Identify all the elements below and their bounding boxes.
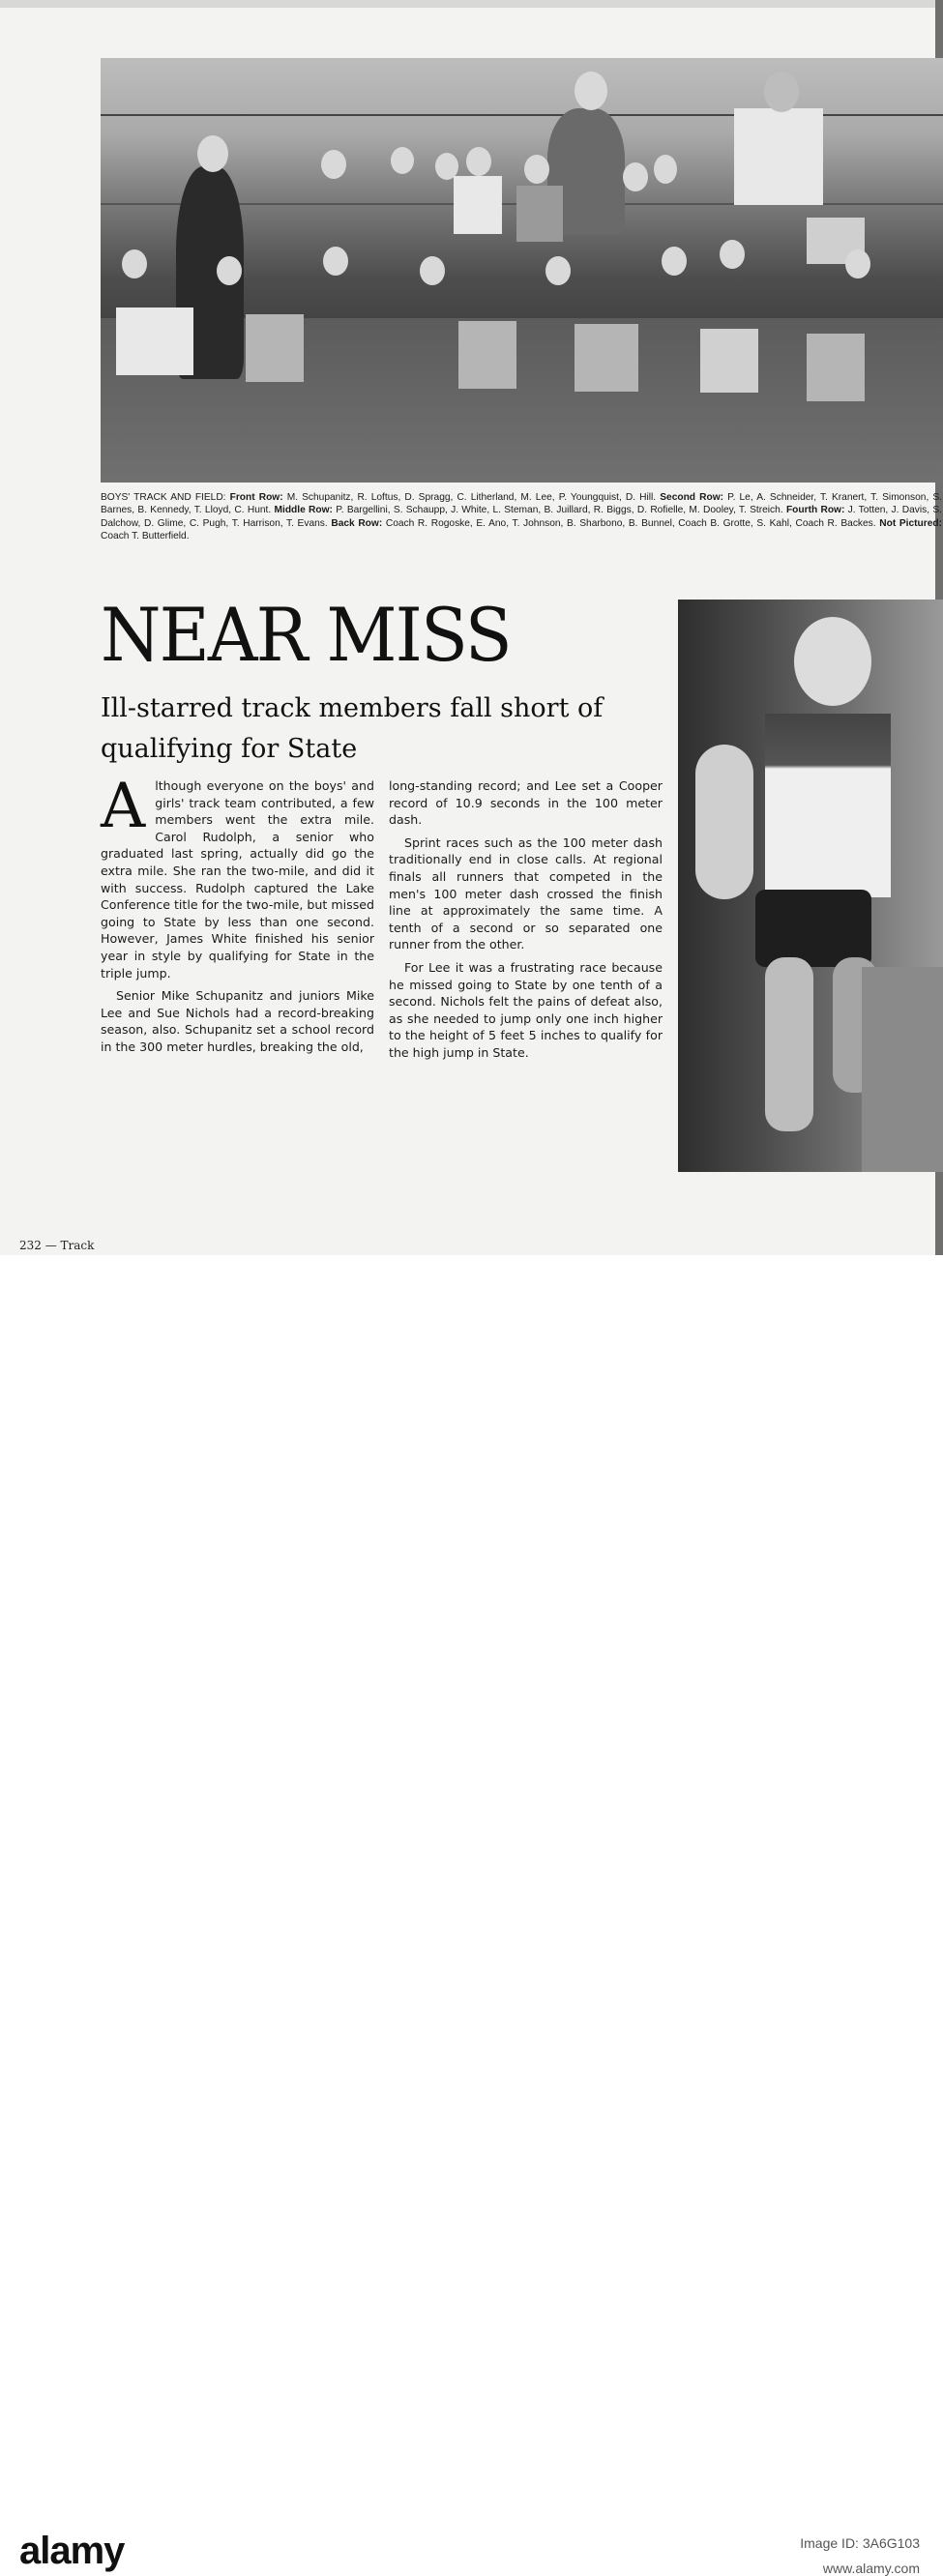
coach-shirt <box>734 108 823 205</box>
athlete-head <box>654 155 677 184</box>
team-photo <box>101 58 943 483</box>
caption-row-names: Coach R. Rogoske, E. Ano, T. Johnson, B. Sharbono, B. Bunnel, Coach B. Grotte, S. Kahl, Coach R. Backes. <box>382 517 880 529</box>
caption-row-label: Fourth Row: <box>785 505 845 516</box>
image-id: Image ID: 3A6G103 <box>800 2535 920 2551</box>
athlete-head <box>662 247 687 276</box>
caption-row-names: J. Totten, J. Davis, S. Dalchow, D. Glime, C. Pugh, T. Harrison, T. Evans. <box>101 505 942 529</box>
article-subhead: Ill-starred track members fall short of qualifying for State <box>101 693 604 764</box>
page-folio: 232 — Track <box>19 1239 95 1252</box>
athlete-jersey <box>807 334 865 401</box>
caption-row-label: Not Pictured: <box>879 517 942 529</box>
coach-head <box>575 72 607 110</box>
article-paragraph: long-standing record; and Lee set a Cooper record of 10.9 seconds in the 100 meter dash. <box>389 778 663 828</box>
runner-photo <box>678 600 943 1172</box>
athlete-head <box>122 249 147 278</box>
caption-row-names: Coach T. Butterfield. <box>101 531 190 542</box>
athlete-head <box>545 256 571 285</box>
athlete-jersey <box>454 176 502 234</box>
article-paragraph: Sprint races such as the 100 meter dash traditionally end in close calls. At regional finals all runners that competed in the men's 100 meter dash crossed the finish line at approximately the same time. A tenth of a second or so separated one runner from the other. <box>389 834 663 952</box>
athlete-head <box>524 155 549 184</box>
yearbook-page <box>0 0 943 1255</box>
article-column-1 <box>101 771 374 1062</box>
runner-leg <box>765 957 813 1131</box>
runner-singlet <box>765 714 891 897</box>
coach-head <box>764 72 799 112</box>
athlete-head <box>845 249 870 278</box>
alamy-logo: alamy <box>19 2530 125 2572</box>
article-paragraph <box>101 771 374 981</box>
article-column-2 <box>389 777 663 1068</box>
runner-shorts <box>755 890 871 967</box>
stock-footer <box>0 1255 943 2576</box>
coach-head <box>197 135 228 172</box>
caption-row-label: Front Row: <box>229 492 283 503</box>
article-headline: NEAR MISS <box>101 592 511 678</box>
athlete-jersey <box>575 324 638 392</box>
caption-row-names: P. Bargellini, S. Schaupp, J. White, L. Steman, B. Juillard, R. Biggs, D. Rofielle, M. Dooley, T. Streich. <box>332 505 786 516</box>
runner-head <box>794 617 871 706</box>
athlete-jersey <box>458 321 516 389</box>
site-url: www.alamy.com <box>822 2561 920 2576</box>
caption-row-label: Second Row: <box>660 492 724 503</box>
drop-cap: A <box>101 771 146 842</box>
track-surface <box>862 967 943 1172</box>
page-top-edge <box>0 0 943 8</box>
athlete-head <box>391 147 414 174</box>
photo-caption <box>101 491 942 543</box>
athlete-head <box>623 162 648 191</box>
caption-row-label: Middle Row: <box>274 505 333 516</box>
athlete-head <box>466 147 491 176</box>
caption-row-label: Back Row: <box>331 517 383 529</box>
athlete-head <box>323 247 348 276</box>
article-paragraph: Senior Mike Schupanitz and juniors Mike Lee and Sue Nichols had a record-breaking season, also. Schupanitz set a school record in the 300 meter hurdles, breaking the old, <box>101 988 374 1054</box>
athlete-jersey <box>246 314 304 382</box>
caption-lead: BOYS' TRACK AND FIELD: <box>101 492 230 503</box>
athlete-jersey <box>116 307 193 375</box>
caption-row-names: P. Le, A. Schneider, T. Kranert, T. Simonson, S. Barnes, B. Kennedy, T. Lloyd, C. Hunt. <box>101 492 942 516</box>
paragraph-text: lthough everyone on the boys' and girls' track team contributed, a few members went the extra mile. Carol Rudolph, a senior who graduated last spring, actually did go the extra mile. She ran the two-mile, and did it with success. Rudolph captured the Lake Conference title for the two-mile, but missed going to State by less than one second. However, James White finished his senior year in style by qualifying for State in the triple jump. <box>101 778 374 981</box>
runner-arm <box>695 745 753 899</box>
athlete-head <box>420 256 445 285</box>
athlete-jersey <box>700 329 758 393</box>
athlete-jersey <box>516 186 563 242</box>
athlete-head <box>321 150 346 179</box>
article-paragraph: For Lee it was a frustrating race because he missed going to State by one tenth of a second. Nichols felt the pains of defeat also, as she needed to jump only one inch higher to the height of 5 feet 5 inches to qualify for the high jump in State. <box>389 959 663 1060</box>
athlete-head <box>720 240 745 269</box>
caption-row-names: M. Schupanitz, R. Loftus, D. Spragg, C. Litherland, M. Lee, P. Youngquist, D. Hill. <box>282 492 661 503</box>
athlete-head <box>217 256 242 285</box>
